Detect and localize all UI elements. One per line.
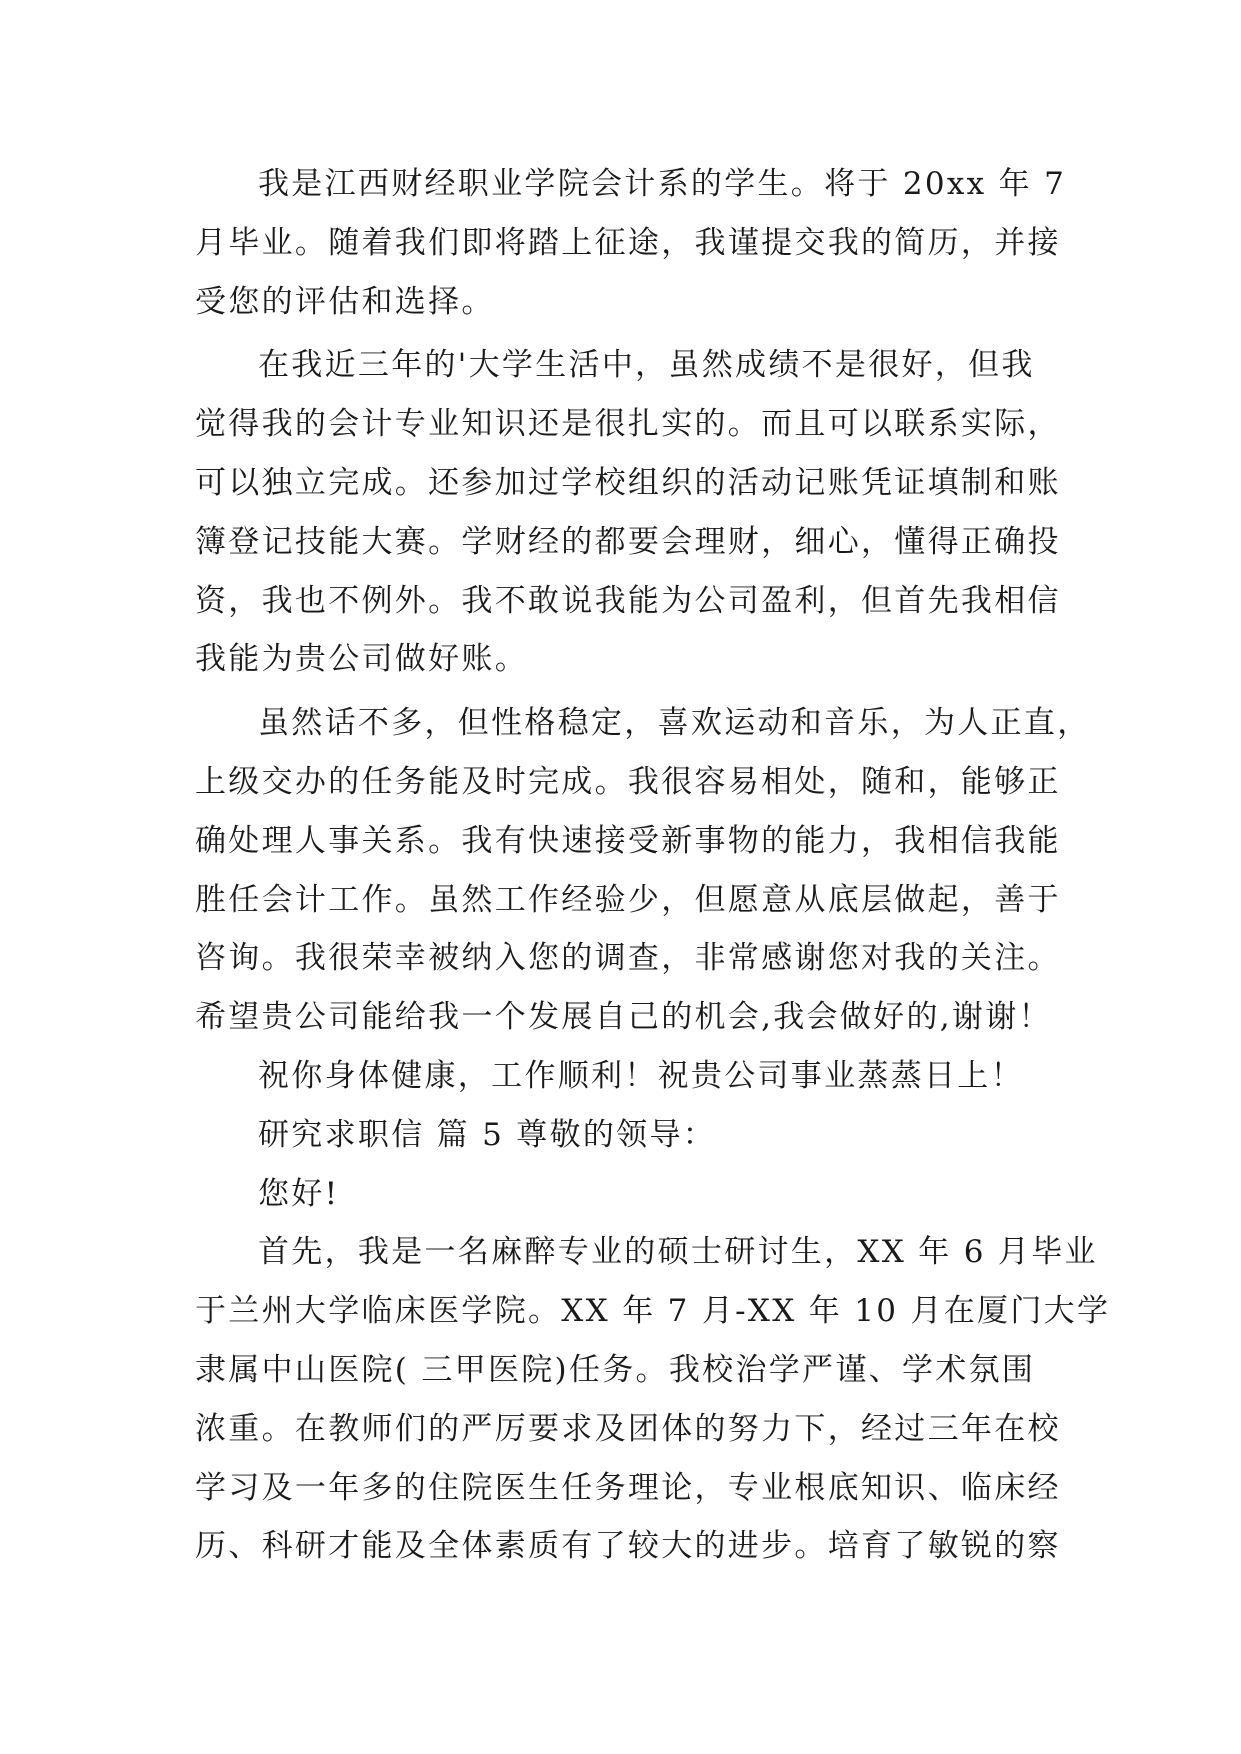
text-line: 希望贵公司能给我一个发展自己的机会,我会做好的,谢谢！ (195, 999, 1052, 1036)
text-line: 学习及一年多的住院医生任务理论，专业根底知识、临床经 (195, 1469, 1061, 1506)
text-line: 簿登记技能大赛。学财经的都要会理财，细心，懂得正确投 (195, 523, 1061, 560)
text-line: 于兰州大学临床医学院。XX 年 7 月-XX 年 10 月在厦门大学 (195, 1293, 1111, 1330)
text-line: 首先，我是一名麻醉专业的硕士研讨生，XX 年 6 月毕业 (258, 1234, 1098, 1271)
text-line: 胜任会计工作。虽然工作经验少，但愿意从底层做起，善于 (195, 881, 1061, 918)
text-line: 虽然话不多，但性格稳定，喜欢运动和音乐，为人正直， (258, 705, 1091, 742)
text-line: 祝你身体健康，工作顺利！祝贵公司事业蒸蒸日上！ (258, 1057, 1024, 1094)
text-line: 隶属中山医院( 三甲医院)任务。我校治学严谨、学术氛围 (195, 1351, 1036, 1388)
text-line: 确处理人事关系。我有快速接受新事物的能力，我相信我能 (195, 822, 1061, 859)
text-line: 研究求职信 篇 5 尊敬的领导： (258, 1116, 717, 1153)
text-line: 资，我也不例外。我不敢说我能为公司盈利，但首先我相信 (195, 582, 1061, 619)
text-line: 浓重。在教师们的严厉要求及团体的努力下，经过三年在校 (195, 1410, 1061, 1447)
text-line: 我能为贵公司做好账。 (195, 641, 528, 678)
text-line: 历、科研才能及全体素质有了较大的进步。培育了敏锐的察 (195, 1528, 1061, 1565)
text-line: 上级交办的任务能及时完成。我很容易相处，随和，能够正 (195, 763, 1061, 800)
text-line: 咨询。我很荣幸被纳入您的调查，非常感谢您对我的关注。 (195, 940, 1061, 977)
text-line: 在我近三年的'大学生活中，虽然成绩不是很好，但我 (258, 347, 1035, 384)
text-line: 觉得我的会计专业知识还是很扎实的。而且可以联系实际， (195, 406, 1061, 443)
text-line: 受您的评估和选择。 (195, 283, 495, 320)
text-line: 我是江西财经职业学院会计系的学生。将于 20xx 年 7 (258, 166, 1067, 202)
text-line: 可以独立完成。还参加过学校组织的活动记账凭证填制和账 (195, 464, 1061, 501)
text-line: 您好! (258, 1175, 340, 1212)
text-line: 月毕业。随着我们即将踏上征途，我谨提交我的简历，并接 (195, 224, 1061, 261)
letter-body (195, 155, 1111, 1576)
